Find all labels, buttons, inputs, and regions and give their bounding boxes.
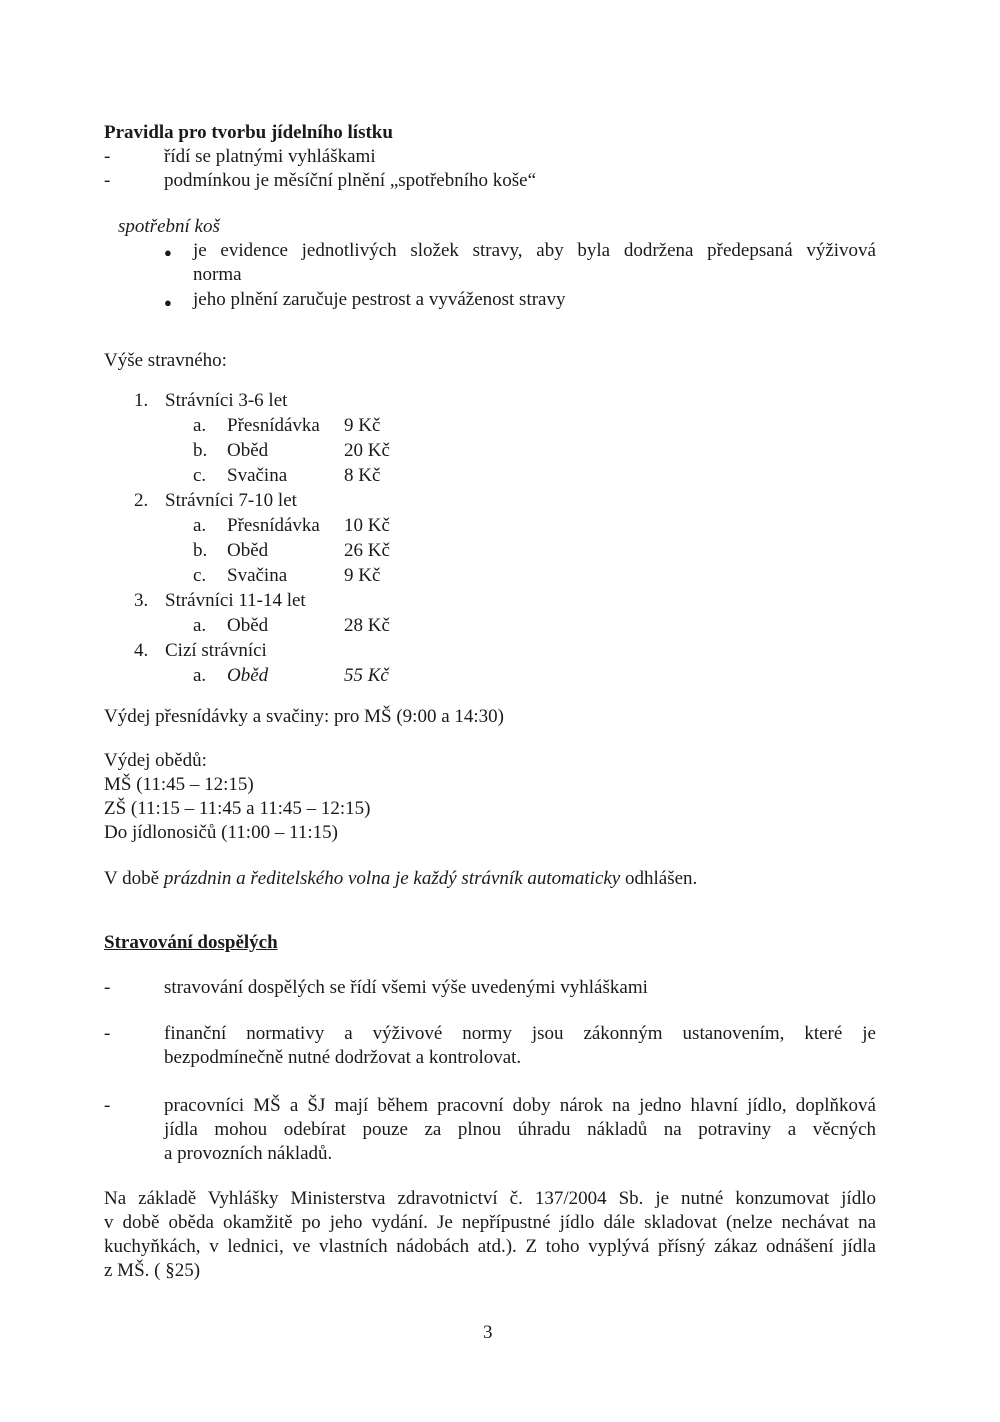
group-name: Strávníci 7-10 let <box>165 490 297 511</box>
item-name: Přesnídávka <box>227 415 320 436</box>
adults-item-3-line-1: pracovníci MŠ a ŠJ mají během pracovní doby nárok na jedno hlavní jídlo, doplňková <box>164 1095 876 1116</box>
adults-item-3-line-3: a provozních nákladů. <box>164 1143 333 1164</box>
basket-bullet-1-line-2: norma <box>193 264 242 285</box>
item-name: Oběd <box>227 665 269 686</box>
basket-bullet-1-line-1: je evidence jednotlivých složek stravy, aby byla dodržena předepsaná výživová <box>193 240 876 261</box>
snack-serving-time: Výdej přesnídávky a svačiny: pro MŠ (9:00 a 14:30) <box>104 706 504 727</box>
item-price: 9 Kč <box>344 415 381 436</box>
item-name: Oběd <box>227 615 269 636</box>
item-name: Svačina <box>227 465 288 486</box>
adults-item-2-line-1: finanční normativy a výživové normy jsou zákonným ustanovením, které je <box>164 1023 876 1044</box>
lunch-time-zs: ZŠ (11:15 – 11:45 a 11:45 – 12:15) <box>104 798 371 819</box>
page-number: 3 <box>483 1322 493 1343</box>
item-letter: c. <box>193 565 207 586</box>
item-price: 55 Kč <box>344 665 389 686</box>
group-number: 2. <box>134 490 149 511</box>
group-number: 4. <box>134 640 149 661</box>
rules-item-1: řídí se platnými vyhláškami <box>164 146 376 167</box>
group-name: Cizí strávníci <box>165 640 267 661</box>
item-letter: a. <box>193 415 207 436</box>
item-price: 20 Kč <box>344 440 390 461</box>
lunch-time-ms: MŠ (11:45 – 12:15) <box>104 774 254 795</box>
item-letter: a. <box>193 615 207 636</box>
holiday-note <box>104 866 697 891</box>
dash-marker: - <box>104 146 111 167</box>
group-number: 3. <box>134 590 149 611</box>
item-letter: a. <box>193 665 207 686</box>
item-price: 9 Kč <box>344 565 381 586</box>
rules-heading: Pravidla pro tvorbu jídelního lístku <box>104 122 393 143</box>
item-price: 8 Kč <box>344 465 381 486</box>
adults-item-2-line-2: bezpodmínečně nutné dodržovat a kontrolovat. <box>164 1047 522 1068</box>
dash-marker: - <box>104 1023 111 1044</box>
regulation-line-3: kuchyňkách, v lednici, ve vlastních nádobách atd.). Z toho vyplývá přísný zákaz odnášení jídla <box>104 1236 876 1257</box>
regulation-line-1: Na základě Vyhlášky Ministerstva zdravotnictví č. 137/2004 Sb. je nutné konzumovat jídlo <box>104 1188 876 1209</box>
lunch-serving-heading: Výdej obědů: <box>104 750 207 771</box>
bullet-marker: ● <box>164 245 172 260</box>
basket-label: spotřební koš <box>118 216 220 237</box>
item-price: 28 Kč <box>344 615 390 636</box>
item-letter: b. <box>193 540 208 561</box>
adults-item-1: stravování dospělých se řídí všemi výše uvedenými vyhláškami <box>164 977 648 998</box>
lunch-time-carriers: Do jídlonosičů (11:00 – 11:15) <box>104 822 338 843</box>
regulation-line-2: v době oběda okamžitě po jeho vydání. Je nepřípustné jídlo dále skladovat (nelze nechávat na <box>104 1212 876 1233</box>
adults-heading: Stravování dospělých <box>104 932 278 953</box>
item-name: Oběd <box>227 440 269 461</box>
item-letter: a. <box>193 515 207 536</box>
item-name: Oběd <box>227 540 269 561</box>
fees-heading: Výše stravného: <box>104 350 227 371</box>
item-price: 26 Kč <box>344 540 390 561</box>
dash-marker: - <box>104 1095 111 1116</box>
item-letter: c. <box>193 465 207 486</box>
dash-marker: - <box>104 170 111 191</box>
rules-item-2: podmínkou je měsíční plnění „spotřebního koše“ <box>164 170 537 191</box>
regulation-line-4: z MŠ. ( §25) <box>104 1260 201 1281</box>
group-name: Strávníci 3-6 let <box>165 390 288 411</box>
item-letter: b. <box>193 440 208 461</box>
group-name: Strávníci 11-14 let <box>165 590 306 611</box>
group-number: 1. <box>134 390 149 411</box>
item-price: 10 Kč <box>344 515 390 536</box>
adults-item-3-line-2: jídla mohou odebírat pouze za plnou úhradu nákladů na potraviny a věcných <box>164 1119 876 1140</box>
holiday-note-italic: prázdnin a ředitelského volna je každý strávník automaticky <box>163 868 621 889</box>
dash-marker: - <box>104 977 111 998</box>
bullet-marker: ● <box>164 295 172 310</box>
holiday-note-prefix: V době <box>104 868 164 889</box>
item-name: Svačina <box>227 565 288 586</box>
holiday-note-suffix: odhlášen. <box>620 868 698 889</box>
basket-bullet-2: jeho plnění zaručuje pestrost a vyváženost stravy <box>193 289 566 310</box>
item-name: Přesnídávka <box>227 515 320 536</box>
